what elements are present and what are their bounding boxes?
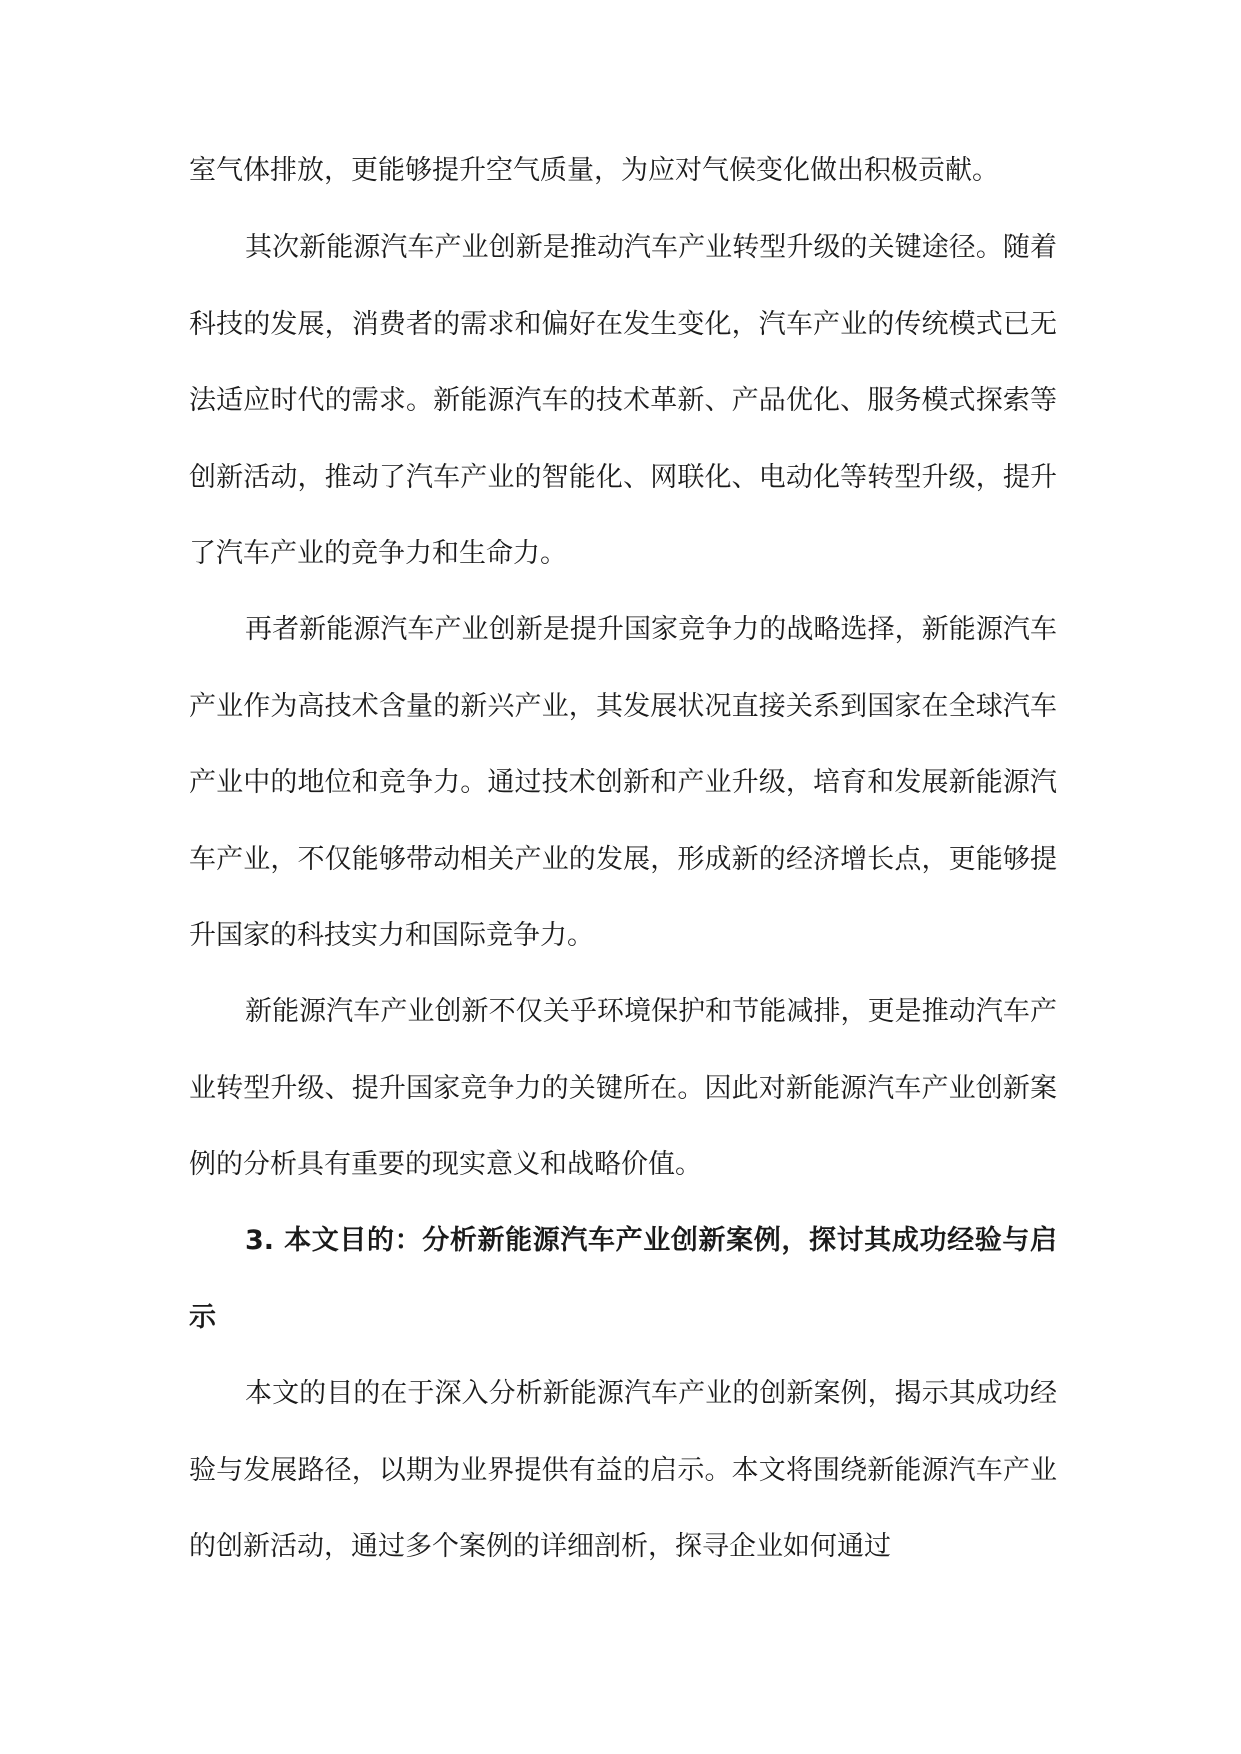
paragraph-national-competitiveness: 再者新能源汽车产业创新是提升国家竞争力的战略选择，新能源汽车产业作为高技术含量的新兴产业，其发展状况直接关系到国家在全球汽车产业中的地位和竞争力。通过技术创新和产业升级，培育和发展新能源汽车产业，不仅能够带动相关产业的发展，形成新的经济增长点，更能够提升国家的科技实力和国际竞争力。 [189,614,1057,951]
paragraph-continuation: 室气体排放，更能够提升空气质量，为应对气候变化做出积极贡献。 [189,155,999,186]
paragraph-transformation: 其次新能源汽车产业创新是推动汽车产业转型升级的关键途径。随着科技的发展，消费者的需求和偏好在发生变化，汽车产业的传统模式已无法适应时代的需求。新能源汽车的技术革新、产品优化、服务模式探索等创新活动，推动了汽车产业的智能化、网联化、电动化等转型升级，提升了汽车产业的竞争力和生命力。 [189,232,1057,569]
paragraph-summary: 新能源汽车产业创新不仅关乎环境保护和节能减排，更是推动汽车产业转型升级、提升国家竞争力的关键所在。因此对新能源汽车产业创新案例的分析具有重要的现实意义和战略价值。 [189,996,1057,1180]
paragraph-purpose: 本文的目的在于深入分析新能源汽车产业的创新案例，揭示其成功经验与发展路径，以期为业界提供有益的启示。本文将围绕新能源汽车产业的创新活动，通过多个案例的详细剖析，探寻企业如何通过 [189,1378,1057,1562]
section-heading-3: 3. 本文目的：分析新能源汽车产业创新案例，探讨其成功经验与启示 [189,1225,1057,1333]
